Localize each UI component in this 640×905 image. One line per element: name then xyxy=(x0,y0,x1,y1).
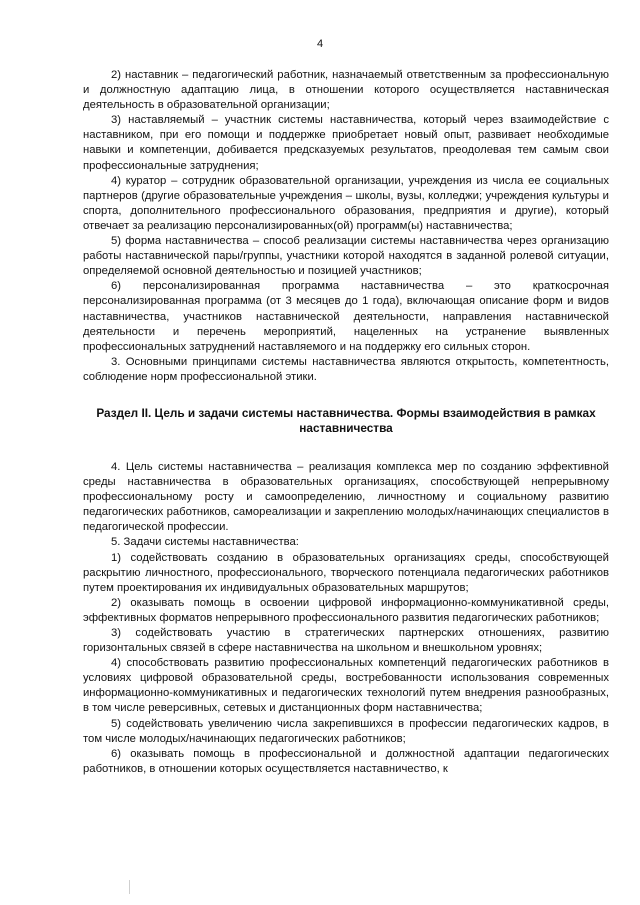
section-heading: Раздел II. Цель и задачи системы наставничества. Формы взаимодействия в рамках наставничества xyxy=(96,405,596,436)
page-number: 4 xyxy=(316,38,324,50)
goal-paragraph: 4. Цель системы наставничества – реализация комплекса мер по созданию эффективной среды наставничества в образовательных организациях, способствующей непрерывному профессиональному росту и самоопределению, личностному и социальному развитию педагогических работников, самореализации и закреплению молодых/начинающих специалистов в педагогической профессии. xyxy=(83,460,609,534)
task-item: 6) оказывать помощь в профессиональной и должностной адаптации педагогических работников, в отношении которых осуществляется наставничество, к xyxy=(83,747,609,775)
task-item: 2) оказывать помощь в освоении цифровой информационно-коммуникативной среды, эффективных форматов непрерывного профессионального развития педагогических работников; xyxy=(83,596,609,624)
principles-paragraph: 3. Основными принципами системы наставничества являются открытость, компетентность, соблюдение норм профессиональной этики. xyxy=(83,355,609,383)
definition-mentee: 3) наставляемый – участник системы наставничества, который через взаимодействие с наставником, при его помощи и поддержке приобретает новый опыт, развивает необходимые навыки и компетенции, добивается предсказуемых результатов, преодолевая тем самым свои профессиональные затруднения; xyxy=(83,114,609,172)
task-item: 5) содействовать увеличению числа закрепившихся в профессии педагогических кадров, в том числе молодых/начинающих педагогических работников; xyxy=(83,717,609,745)
definition-curator: 4) куратор – сотрудник образовательной организации, учреждения из числа ее социальных партнеров (другие образовательные учреждения – школы, вузы, колледжи; учреждения культуры и спорта, дополнительного профессионального образования, предприятия и другие), который отвечает за реализацию персонализированных(ой) программ(ы) наставничества; xyxy=(83,174,609,232)
task-item: 3) содействовать участию в стратегических партнерских отношениях, развитию горизонтальных связей в сфере наставничества на школьном и внешкольном уровнях; xyxy=(83,627,609,655)
tasks-intro: 5. Задачи системы наставничества: xyxy=(111,536,299,549)
definition-mentor: 2) наставник – педагогический работник, назначаемый ответственным за профессиональную и должностную адаптацию лица, в отношении которого осуществляется наставническая деятельность в образовательной организации; xyxy=(83,69,609,112)
document-body xyxy=(83,68,609,777)
definition-personalized-program: 6) персонализированная программа наставничества – это краткосрочная персонализированная программа (от 3 месяцев до 1 года), включающая описание форм и видов наставничества, участников наставнической деятельности, направления наставнической деятельности и перечень мероприятий, нацеленных на устранение выявленных профессиональных затруднений наставляемого и на поддержку его сильных сторон. xyxy=(83,280,609,353)
definition-mentoring-form: 5) форма наставничества – способ реализации системы наставничества через организацию работы наставнической пары/группы, участники которой находятся в заданной ролевой ситуации, определяемой основной деятельностью и позицией участников; xyxy=(83,235,609,278)
scan-margin-mark xyxy=(129,880,130,894)
task-item: 4) способствовать развитию профессиональных компетенций педагогических работников в условиях цифровой образовательной среды, востребованности использования современных информационно-коммуникативных и педагогических технологий путем внедрения разнообразных, в том числе реверсивных, сетевых и дистанционных форм наставничества; xyxy=(83,657,609,715)
task-item: 1) содействовать созданию в образовательных организациях среды, способствующей раскрытию личностного, профессионального, творческого потенциала педагогических работников путем проектирования их индивидуальных образовательных маршрутов; xyxy=(83,551,609,594)
